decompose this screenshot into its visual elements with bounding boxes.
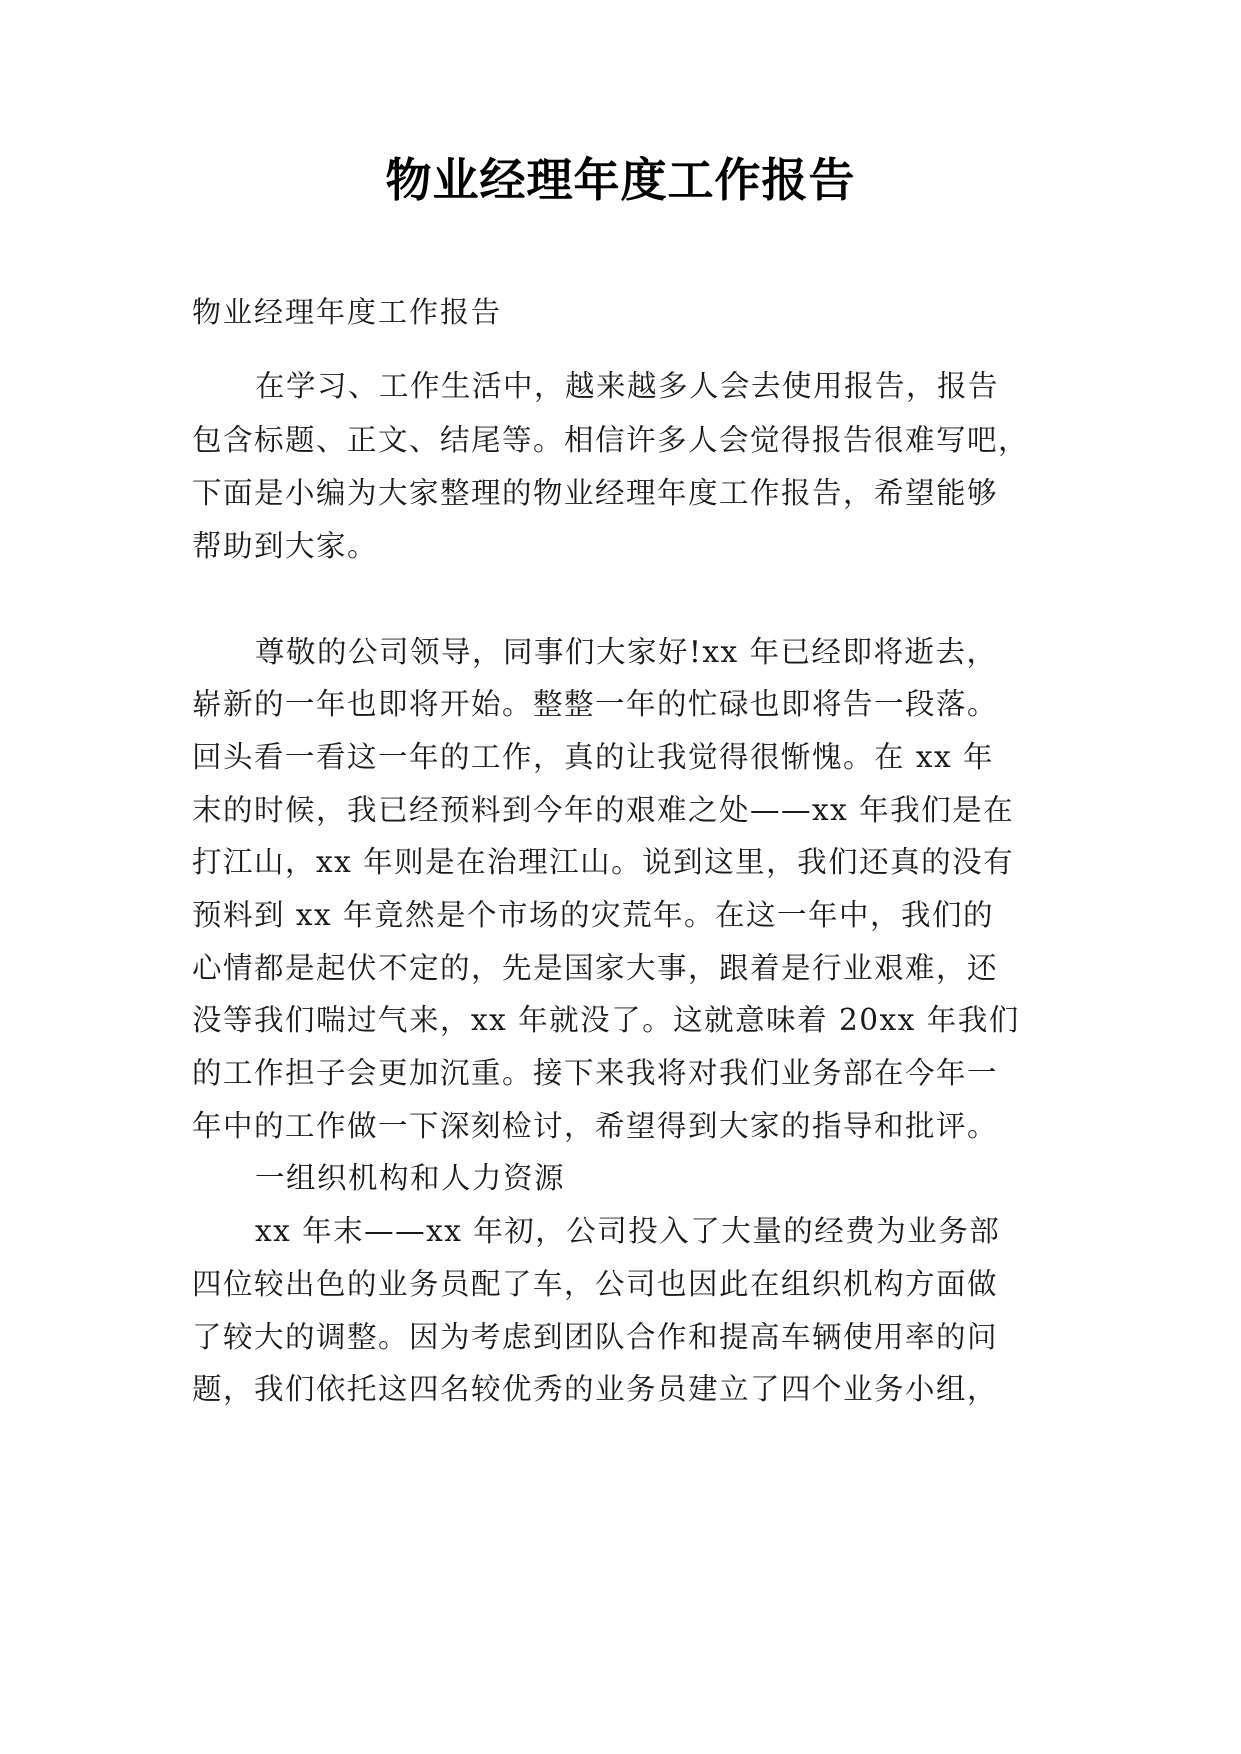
paragraph-line: 崭新的一年也即将开始。整整一年的忙碌也即将告一段落。 xyxy=(192,687,999,721)
paragraph-line: 年中的工作做一下深刻检讨，希望得到大家的指导和批评。 xyxy=(192,1109,999,1143)
paragraph-line: 末的时候，我已经预料到今年的艰难之处——xx 年我们是在 xyxy=(192,793,1015,827)
paragraph-line: 打江山，xx 年则是在治理江山。说到这里，我们还真的没有 xyxy=(192,845,1015,879)
paragraph-line: 包含标题、正文、结尾等。相信许多人会觉得报告很难写吧， xyxy=(192,423,1030,457)
paragraph-line: 预料到 xx 年竟然是个市场的灾荒年。在这一年中，我们的 xyxy=(192,898,995,932)
paragraph-line: 没等我们喘过气来，xx 年就没了。这就意味着 20xx 年我们 xyxy=(192,1003,1020,1037)
paragraph-line: 四位较出色的业务员配了车，公司也因此在组织机构方面做 xyxy=(192,1267,999,1301)
document-subtitle: 物业经理年度工作报告 xyxy=(192,295,503,329)
paragraph-line: 在学习、工作生活中，越来越多人会去使用报告，报告 xyxy=(255,369,1000,403)
paragraph-line: 尊敬的公司领导，同事们大家好!xx 年已经即将逝去， xyxy=(255,635,998,669)
paragraph-line: xx 年末——xx 年初，公司投入了大量的经费为业务部 xyxy=(255,1214,1001,1248)
paragraph-line: 下面是小编为大家整理的物业经理年度工作报告，希望能够 xyxy=(192,476,999,510)
paragraph-line: 心情都是起伏不定的，先是国家大事，跟着是行业艰难，还 xyxy=(192,951,999,985)
document-title: 物业经理年度工作报告 xyxy=(385,153,856,207)
paragraph-line: 帮助到大家。 xyxy=(192,529,379,563)
paragraph-line: 题，我们依托这四名较优秀的业务员建立了四个业务小组， xyxy=(192,1372,999,1406)
paragraph-line: 的工作担子会更加沉重。接下来我将对我们业务部在今年一 xyxy=(192,1056,999,1090)
section-heading: 一组织机构和人力资源 xyxy=(255,1161,566,1195)
paragraph-line: 回头看一看这一年的工作，真的让我觉得很惭愧。在 xx 年 xyxy=(192,740,995,774)
paragraph-line: 了较大的调整。因为考虑到团队合作和提高车辆使用率的问 xyxy=(192,1320,999,1354)
